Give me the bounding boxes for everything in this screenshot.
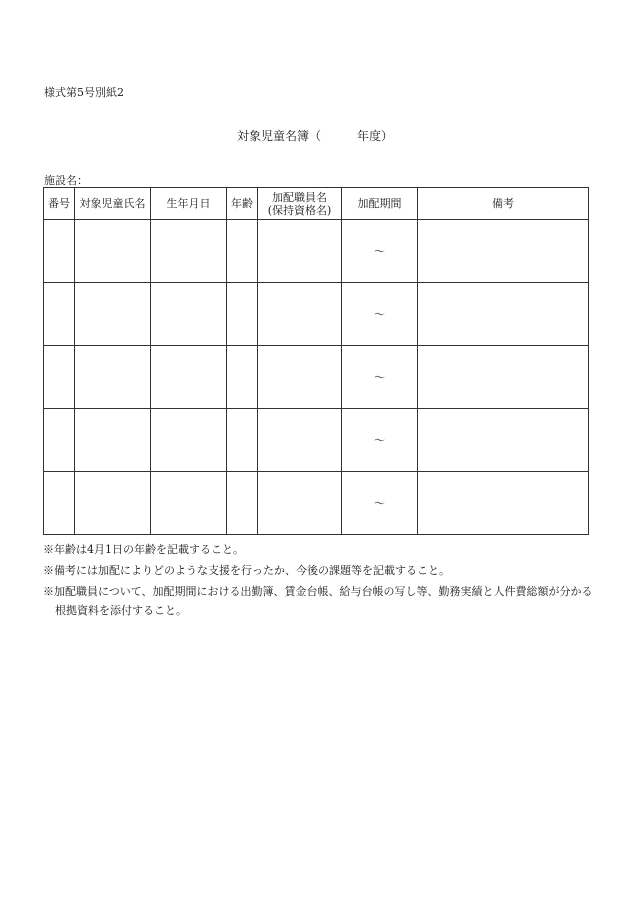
header-number: 番号 xyxy=(44,188,75,220)
cell-age xyxy=(227,472,258,535)
cell-age xyxy=(227,283,258,346)
header-staff xyxy=(258,188,342,220)
note-age: ※年齢は4月1日の年齢を記載すること。 xyxy=(43,543,244,556)
cell-child-name xyxy=(75,220,151,283)
cell-remarks xyxy=(418,409,589,472)
table-row xyxy=(44,409,589,472)
cell-number xyxy=(44,409,75,472)
cell-remarks xyxy=(418,283,589,346)
cell-child-name xyxy=(75,346,151,409)
cell-staff xyxy=(258,409,342,472)
document-title xyxy=(0,127,630,144)
facility-line xyxy=(44,172,248,188)
header-staff-line1: 加配職員名 xyxy=(272,190,327,204)
cell-child-name xyxy=(75,409,151,472)
notes-section xyxy=(43,540,593,622)
cell-age xyxy=(227,220,258,283)
table-header-row xyxy=(44,188,589,220)
header-birth-date: 生年月日 xyxy=(151,188,227,220)
cell-staff xyxy=(258,220,342,283)
cell-number xyxy=(44,472,75,535)
cell-age xyxy=(227,346,258,409)
cell-staff xyxy=(258,283,342,346)
cell-number xyxy=(44,346,75,409)
cell-child-name xyxy=(75,472,151,535)
header-age: 年齢 xyxy=(227,188,258,220)
cell-birth-date xyxy=(151,409,227,472)
facility-label: 施設名： xyxy=(44,174,88,187)
table-row xyxy=(44,283,589,346)
cell-birth-date xyxy=(151,346,227,409)
cell-number xyxy=(44,283,75,346)
cell-remarks xyxy=(418,472,589,535)
cell-period: 〜 xyxy=(342,472,418,535)
cell-child-name xyxy=(75,283,151,346)
child-roster-table xyxy=(43,187,589,535)
header-staff-line2: (保持資格名) xyxy=(267,203,332,217)
note-staff-documents: ※加配職員について、加配期間における出勤簿、賃金台帳、給与台帳の写し等、勤務実績と人件費総額が分かる根拠資料を添付すること。 xyxy=(43,585,593,617)
title-prefix: 対象児童名簿（ xyxy=(236,129,321,143)
table-row xyxy=(44,472,589,535)
table-row xyxy=(44,220,589,283)
cell-staff xyxy=(258,472,342,535)
table-row xyxy=(44,346,589,409)
cell-age xyxy=(227,409,258,472)
cell-period: 〜 xyxy=(342,409,418,472)
header-remarks: 備考 xyxy=(418,188,589,220)
cell-birth-date xyxy=(151,472,227,535)
cell-number xyxy=(44,220,75,283)
cell-period: 〜 xyxy=(342,346,418,409)
cell-period: 〜 xyxy=(342,220,418,283)
title-suffix: 年度） xyxy=(357,129,394,143)
cell-birth-date xyxy=(151,220,227,283)
cell-staff xyxy=(258,346,342,409)
header-child-name: 対象児童氏名 xyxy=(75,188,151,220)
header-period: 加配期間 xyxy=(342,188,418,220)
cell-remarks xyxy=(418,220,589,283)
cell-period: 〜 xyxy=(342,283,418,346)
cell-remarks xyxy=(418,346,589,409)
form-id: 様式第5号別紙2 xyxy=(44,86,124,99)
note-remarks: ※備考には加配によりどのような支援を行ったか、今後の課題等を記載すること。 xyxy=(43,564,450,577)
cell-birth-date xyxy=(151,283,227,346)
